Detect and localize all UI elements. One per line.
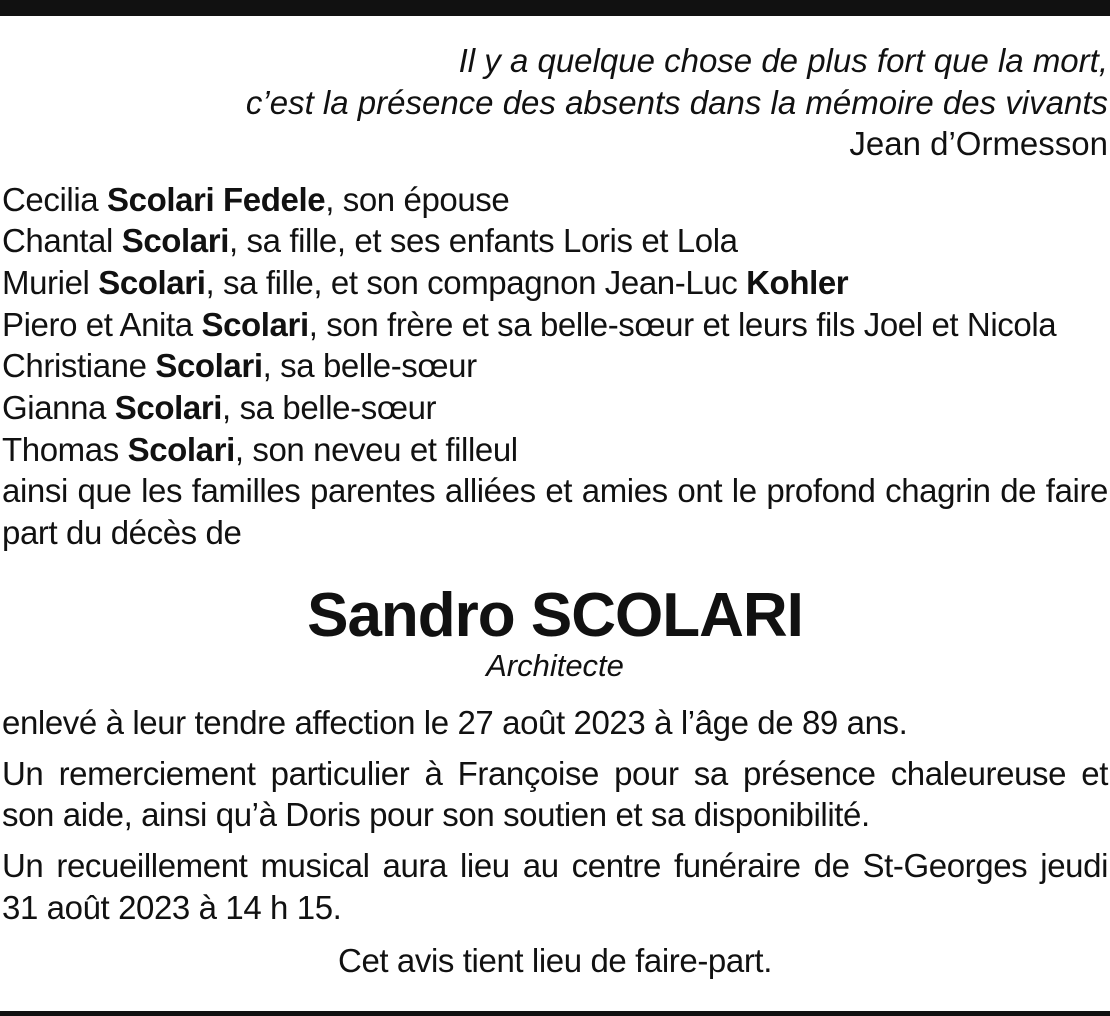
- family-member-name: Thomas: [2, 430, 128, 468]
- ceremony-paragraph: Un recueillement musical aura lieu au centre funéraire de St-Georges jeudi 31 août 2023 à 14 h 15.: [2, 846, 1108, 926]
- partner-surname: Kohler: [746, 263, 849, 301]
- obituary-notice: [2, 40, 1108, 982]
- closing-note: Cet avis tient lieu de faire-part.: [338, 942, 772, 980]
- family-list: [2, 179, 1108, 471]
- family-member-relation: , sa belle-sœur: [222, 389, 437, 427]
- family-member-name: Chantal: [2, 222, 122, 260]
- announcement-intro: ainsi que les familles parentes alliées et amies ont le profond chagrin de faire part du décès de: [2, 472, 1108, 552]
- family-member-relation: , sa belle-sœur: [262, 347, 477, 385]
- family-member-line: [2, 345, 1108, 387]
- family-member-relation: , sa fille, et ses enfants Loris et Lola: [228, 222, 738, 260]
- family-member-name: Muriel: [2, 263, 99, 301]
- family-member-surname: Scolari: [121, 222, 229, 260]
- family-member-relation: , sa fille, et son compagnon Jean-Luc: [205, 263, 747, 301]
- family-member-surname: Scolari: [114, 389, 223, 427]
- bottom-border-rule: [0, 1011, 1110, 1016]
- quote-author: Jean d’Ormesson: [849, 125, 1108, 162]
- family-member-surname: Scolari: [155, 347, 263, 385]
- quote-line-2: c’est la présence des absents dans la mémoire des vivants: [245, 83, 1108, 121]
- family-member-relation: , son frère et sa belle-sœur et leurs fils Joel et Nicola: [308, 305, 1057, 343]
- family-member-name: Cecilia: [2, 180, 108, 218]
- family-member-name: Piero et Anita: [2, 305, 202, 343]
- passing-statement: enlevé à leur tendre affection le 27 août 2023 à l’âge de 89 ans.: [2, 703, 908, 741]
- family-member-line: [2, 429, 1108, 471]
- family-member-relation: , son neveu et filleul: [234, 430, 518, 468]
- family-member-surname: Scolari: [98, 263, 206, 301]
- family-member-line: [2, 179, 1108, 221]
- family-member-line: [2, 387, 1108, 429]
- family-member-name: Christiane: [2, 347, 156, 385]
- family-member-surname: Scolari: [201, 305, 309, 343]
- epigraph-quote: [2, 40, 1108, 165]
- thanks-paragraph: Un remerciement particulier à Françoise pour sa présence chaleureuse et son aide, ainsi qu’à Doris pour son soutien et sa disponibilité.: [2, 754, 1108, 834]
- family-member-relation: , son épouse: [325, 180, 510, 218]
- deceased-name: Sandro SCOLARI: [307, 580, 803, 650]
- family-member-line: [2, 304, 1108, 346]
- family-member-line: [2, 220, 1108, 262]
- family-member-surname: Scolari Fedele: [107, 180, 326, 218]
- family-member-surname: Scolari: [127, 430, 235, 468]
- family-member-line: [2, 262, 1108, 304]
- top-border-rule: [0, 0, 1110, 16]
- deceased-profession: Architecte: [486, 647, 624, 683]
- quote-line-1: Il y a quelque chose de plus fort que la mort,: [458, 42, 1108, 79]
- family-member-name: Gianna: [2, 389, 115, 427]
